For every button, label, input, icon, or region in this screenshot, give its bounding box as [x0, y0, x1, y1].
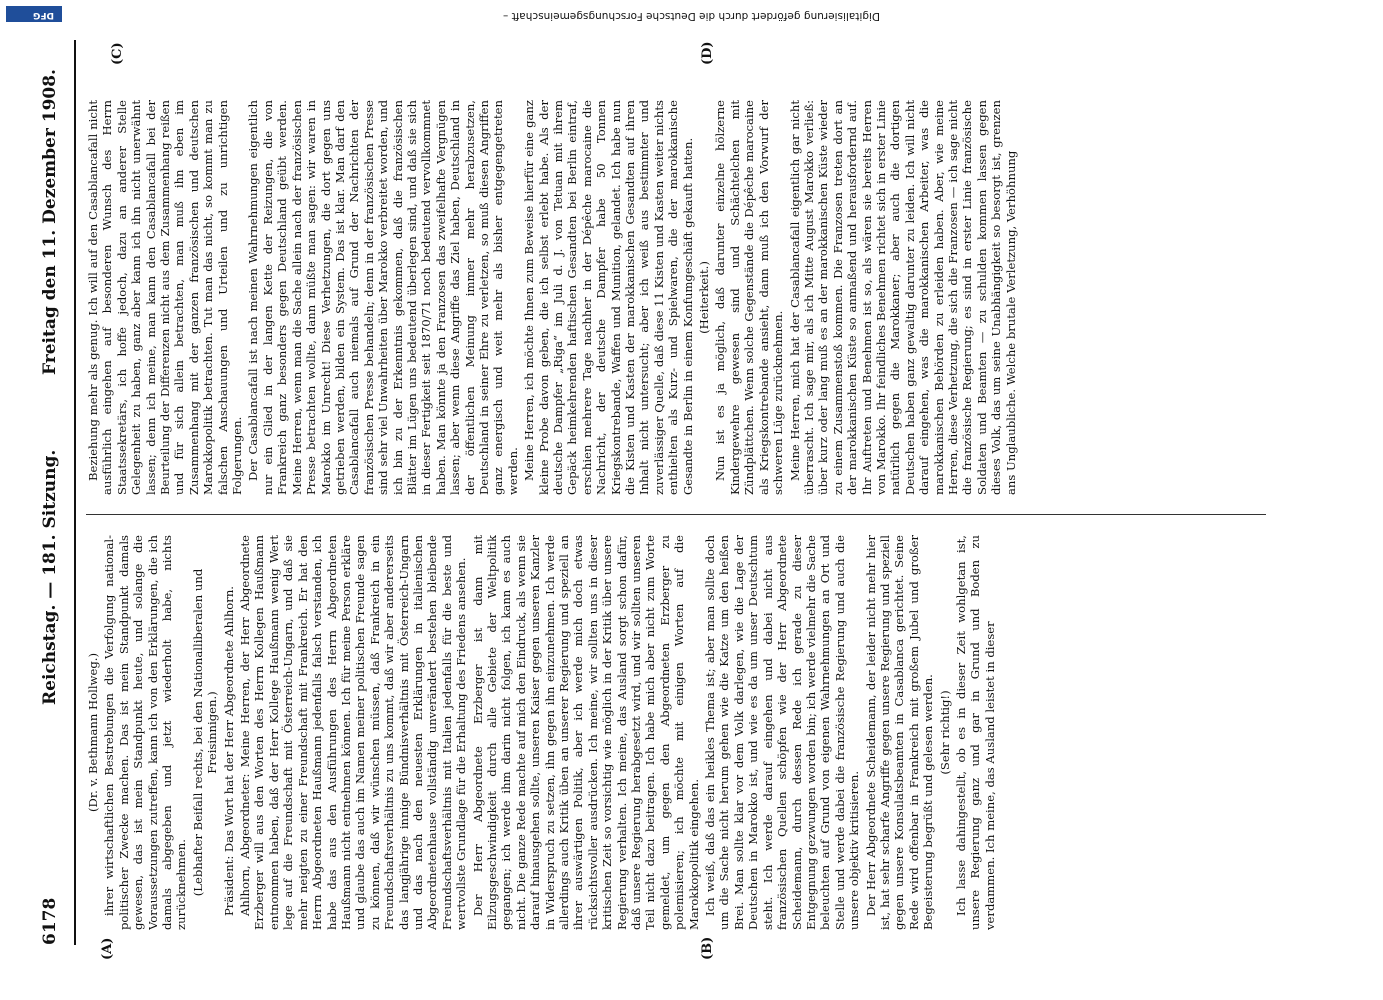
page-number: 6178: [40, 897, 60, 945]
paragraph: Ich lasse dahingestellt, ob es in dieser Zeit wohlgetan ist, unsere Regierung ganz und gar in Grund und Boden zu verdammen. Ich meine, das Ausland leistet in dieser: [953, 535, 997, 930]
paragraph: Nun ist es ja möglich, daß darunter einzelne hölzerne Kindergewehre gewesen sind und Schächtelchen mit Zündplättchen. Wenn solche Gegenstände die Dépêche marocaine als Kriegskontrebande ansieht, dann muß ich den Vorwurf der schweren Lüge zurücknehmen.: [713, 100, 786, 495]
paragraph: Der Herr Abgeordnete Scheidemann, der leider nicht mehr hier ist, hat sehr scharfe Angriffe gegen unsere Regierung und speziell gegen unsere Konsulatsbeamten in Casablanca gerichtet. Seine Rede wird offenbar in Frankreich mit großem Jubel und großer Begeisterung begrüßt und gelesen werden.: [863, 535, 936, 930]
margin-mark-d: (D): [700, 41, 715, 65]
interjection: (Lebhafter Beifall rechts, bei den Nationalliberalen und Freisinnigen.): [190, 568, 220, 897]
left-column: [86, 535, 1266, 930]
margin-mark-c: (C): [110, 42, 125, 65]
paragraph: Der Casablancafall ist nach meinen Wahrnehmungen eigentlich nur ein Glied in der langen Kette der Reizungen, die von Frankreich ganz besonders gegen Deutschland geübt werden. Meine Herren, wenn man die Sache allein nach der französischen Presse betrachten wollte, dann müßte man sagen: wir waren in Marokko im Unrecht! Diese Verhetzungen, die dort gegen uns getrieben werden, bilden ein System. Das ist klar. Man darf den Casablancafall auch niemals auf Grund der Nachrichten der französischen Presse behandeln; denn in der französischen Presse sind sehr viel Unwahrheiten über Marokko verbreitet worden, und ich bin zu der Erkenntnis gekommen, daß die französischen Blätter im Lügen uns bedeutend überlegen sind, und daß sie sich in dieser Fertigkeit seit 1870/71 noch bedeutend vervollkommnet haben. Man könnte ja den Franzosen das zweifelhafte Vergnügen lassen; aber wenn diese Angriffe das Ziel haben, Deutschland in der öffentlichen Meinung immer mehr herabzusetzen, Deutschland in seiner Ehre zu verletzen, so muß diesen Angriffen ganz energisch und weit mehr als bisher entgegengetreten werden.: [246, 100, 520, 495]
page-header: [40, 40, 70, 945]
speaker-line: (Dr. v. Bethmann Hollweg.): [86, 653, 100, 812]
interjection: (Heiterkeit.): [697, 261, 712, 334]
paragraph: Der Herr Abgeordnete Erzberger ist dann mit Eilzugsgeschwindigkeit durch alle Gebiete der Weltpolitik gegangen; ich werde ihm darin nicht folgen, ich kann es auch nicht. Die ganze Rede machte auf mich den Eindruck, als wenn sie darauf hinausgehen sollte, unseren Kaiser gegen unseren Kanzler in Widerspruch zu setzen, ihn gegen ihn einzunehmen. Ich werde allerdings auch Kritik üben an unserer Regierung und speziell an ihrer auswärtigen Politik, aber ich werde mich doch etwas rücksichtsvoller ausdrücken. Ich meine, wir sollten uns in dieser kritischen Zeit so vorsichtig wie möglich in der Kritik über unsere Regierung verhalten. Ich meine, das Ausland sorgt schon dafür, daß unsere Regierung herabgesetzt wird, und wir sollten unseren Teil nicht dazu beitragen. Ich habe mich aber nicht zum Worte gemeldet, um gegen den Abgeordneten Erzberger zu polemisieren; ich möchte mit einigen Worten auf die Marokkopolitik eingehen.: [470, 535, 701, 930]
column-divider: [86, 514, 1266, 515]
right-column: [86, 100, 1266, 495]
session-date: Freitag den 11. Dezember 1908.: [40, 69, 60, 375]
session-title: Reichstag. — 181. Sitzung.: [40, 449, 60, 705]
paragraph: Ahlhorn, Abgeordneter: Meine Herren, der Herr Abgeordnete Erzberger will aus den Worten des Herrn Kollegen Haußmann entnommen haben, daß der Herr Kollege Haußmann wenig Wert lege auf die Freundschaft mit Österreich-Ungarn, und daß sie mehr neigten zu einer Freundschaft mit Frankreich. Er hat den Herrn Abgeordneten Haußmann jedenfalls falsch verstanden, ich habe das aus den Ausführungen des Herrn Abgeordneten Haußmann nicht entnehmen können. Ich für meine Person erkläre und glaube das auch im Namen meiner politischen Freunde sagen zu können, daß wir wünschen müssen, daß Frankreich in ein Freundschaftsverhältnis zu uns kommt, daß wir aber andererseits das langjährige innige Bündnisverhältnis mit Österreich-Ungarn und das nach den neuesten Erklärungen in italienischen Abgeordnetenhause vollständig unverändert bestehen bleibende Freundschaftsverhältnis mit Italien jedenfalls für die beste und wertvollste Grundlage für die Erhaltung des Friedens ansehen.: [238, 535, 469, 930]
paragraph: Beziehung mehr als genug. Ich will auf den Casablancafall nicht ausführlich eingehen auf besonderen Wunsch des Herrn Staatssekretärs, ich hoffe jedoch, dazu an anderer Stelle Gelegenheit zu haben, ganz aber kann ich ihn nicht unerwähnt lassen; denn ich meine, man kann den Casablancafall bei der Beurteilung der Differenzen nicht aus dem Zusammenhang reißen und für sich allein betrachten, man muß ihn eben im Zusammenhang mit der ganzen französischen und deutschen Marokkopolitik betrachten. Tut man das nicht, so kommt man zu falschen Anschauungen und Urteilen und zu unrichtigen Folgerungen.: [86, 100, 245, 495]
digitization-credit: Digitalisierung gefördert durch die Deutsche Forschungsgemeinschaft –: [503, 10, 880, 22]
paragraph: Meine Herren, ich möchte Ihnen zum Beweise hierfür eine ganz kleine Probe davon geben, die ich selbst erlebt habe. Als der deutsche Dampfer „Riga“ im Juli d. J. von Tetuan mit ihrem Gepäck heimkehrenden haftischen Gesandten bei Berlin eintraf, erschien mehrere Tage nachher in der Dépêche marocaine die Nachricht, der deutsche Dampfer habe 50 Tonnen Kriegskontrebande, Waffen und Munition, gelandet. Ich habe nun die Kisten und Kasten der marokkanischen Gesandten auf ihren Inhalt nicht untersucht; aber ich weiß aus bestimmter und zuverlässiger Quelle, daß diese 11 Kisten und Kasten weiter nichts enthielten als Kurz- und Spielwaren, die der marokkanische Gesandte in Berlin in einem Konfumgeschäft gekauft hatten.: [522, 100, 695, 495]
paragraph: Ich weiß, daß das ein heikles Thema ist; aber man sollte doch um die Sache nicht herum gehen wie die Katze um den heißen Brei. Man sollte klar vor dem Volk darlegen, wie die Lage der Deutschen in Marokko ist, und wie es da um unser Deutschtum steht. Ich werde darauf eingehen und dabei nicht aus französischen Quellen schöpfen wie der Herr Abgeordnete Scheidemann, durch dessen Rede ich gerade zu dieser Entgegnung gezwungen worden bin; ich werde vielmehr die Sache beleuchten auf Grund von eigenen Wahrnehmungen an Ort und Stelle und werde dabei die französische Regierung und auch die unsere objektiv kritisieren.: [703, 535, 862, 930]
margin-mark-b: (B): [700, 936, 715, 960]
paragraph: Präsident: Das Wort hat der Herr Abgeordnete Ahlhorn.: [221, 586, 236, 916]
header-rule: [74, 40, 76, 945]
dfg-logo: DFG: [6, 6, 62, 22]
paragraph: ihrer wirtschaftlichen Bestrebungen die Verfolgung national-politischer Zwecke machen. Das ist mein Standpunkt damals gewesen, das ist mein Standpunkt heute, und solange die Voraussetzungen zutreffen, kann ich von den Erklärungen, die ich damals abgegeben und jetzt wiederholt habe, nichts zurücknehmen.: [102, 535, 189, 930]
interjection: (Sehr richtig!): [937, 690, 952, 775]
margin-mark-a: (A): [100, 937, 115, 960]
paragraph: Meine Herren, mich hat der Casablancafall eigentlich gar nicht überrascht. Ich sage mir, als ich Mitte August Marokko verließ: über kurz oder lang muß es an der marokkanischen Küste wieder zu einem Zusammenstoß kommen. Die Franzosen treten dort an der marokkanischen Küste so anmaßend und herausfordernd auf. Ihr Auftreten und Benehmen ist so, als wären sie bereits Herren von Marokko. Ihr feindliches Benehmen richtet sich in erster Linie natürlich gegen die Marokkaner; aber auch die dortigen Deutschen haben ganz gewaltig darunter zu leiden. Ich will nicht darauf eingehen, was die marokkanischen Arbeiter, was die marokkanischen Behörden zu erleiden haben. Aber, wie meine Herren, diese Verhetzung, die sich die Franzosen — ich sage nicht die französische Regierung; es sind in erster Linie französische Soldaten und Beamten — zu schulden kommen lassen gegen dieses Volk, das um seine Unabhängigkeit so besorgt ist, grenzen ans Unglaubliche. Welche brutale Verletzung, Verhöhnung: [787, 100, 1018, 495]
